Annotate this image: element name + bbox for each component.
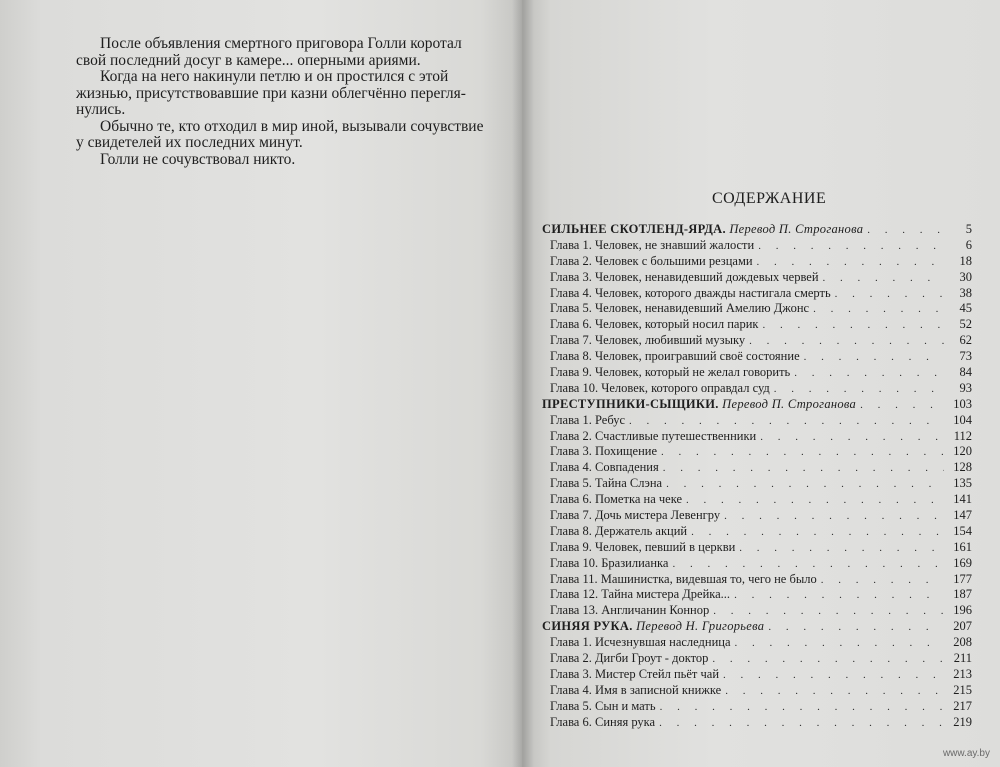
toc-chapter-row — [542, 699, 972, 715]
page-number: 18 — [959, 253, 972, 268]
chapter-label: Глава 1. — [550, 412, 592, 427]
chapter-label: Глава 9. — [550, 539, 592, 554]
page-number: 112 — [953, 428, 972, 443]
chapter-title: Пометка на чеке — [594, 492, 683, 507]
section-title — [542, 222, 863, 238]
chapter-title: Бразилианка — [601, 555, 669, 570]
leader-dots — [691, 525, 944, 541]
toc-chapter-row — [542, 587, 972, 603]
leader-dots — [672, 557, 944, 573]
toc-chapter-row — [542, 651, 972, 667]
leader-dots — [723, 668, 944, 684]
chapter-title: Человек, которого дважды настигала смерть — [594, 285, 831, 300]
page-number: 177 — [953, 571, 972, 586]
paragraph-2: Когда на него накинули петлю и он простился с этой жизнью, присутствовавшие при казни облегчённо перегля-нулись. — [76, 68, 466, 118]
page-number: 196 — [953, 603, 972, 618]
section-translator: Перевод П. Строганова — [729, 222, 864, 236]
leader-dots — [835, 287, 944, 303]
leader-dots — [794, 366, 944, 382]
toc-chapter-row — [542, 508, 972, 524]
chapter-entry — [542, 603, 709, 619]
paragraph-3: Обычно те, кто отходил в мир иной, вызывали сочувствие у свидетелей их последних минут. — [76, 117, 484, 151]
toc-section-row — [542, 397, 972, 413]
chapter-entry — [542, 254, 753, 270]
leader-dots — [663, 461, 944, 477]
leader-dots — [734, 588, 944, 604]
chapter-entry — [542, 635, 731, 651]
chapter-title: Счастливые путешественники — [594, 428, 757, 443]
leader-dots — [749, 334, 944, 350]
chapter-entry — [542, 667, 719, 683]
chapter-title: Исчезнувшая наследница — [594, 635, 731, 650]
chapter-entry — [542, 333, 745, 349]
chapter-label: Глава 9. — [550, 365, 592, 380]
chapter-label: Глава 8. — [550, 523, 592, 538]
page-number: 93 — [959, 380, 972, 395]
chapter-entry — [542, 492, 682, 508]
page-number: 217 — [953, 698, 972, 713]
toc-chapter-row — [542, 381, 972, 397]
toc-chapter-row — [542, 476, 972, 492]
toc-chapter-row — [542, 238, 972, 254]
chapter-label: Глава 5. — [550, 301, 592, 316]
chapter-title: Ребус — [594, 412, 626, 427]
toc-chapter-row — [542, 540, 972, 556]
chapter-title: Похищение — [594, 444, 657, 459]
chapter-title: Мистер Стейл пьёт чай — [594, 666, 720, 681]
chapter-title: Человек с большими резцами — [594, 253, 753, 268]
chapter-entry — [542, 365, 790, 381]
chapter-label: Глава 4. — [550, 285, 592, 300]
chapter-entry — [542, 381, 770, 397]
chapter-label: Глава 7. — [550, 333, 592, 348]
page-number: 120 — [953, 444, 972, 459]
toc-chapter-row — [542, 556, 972, 572]
chapter-entry — [542, 699, 656, 715]
toc-chapter-row — [542, 667, 972, 683]
toc-chapter-row — [542, 524, 972, 540]
chapter-label: Глава 11. — [550, 571, 598, 586]
leader-dots — [661, 445, 944, 461]
chapter-entry — [542, 476, 662, 492]
leader-dots — [804, 350, 944, 366]
chapter-entry — [542, 540, 735, 556]
page-number: 52 — [959, 317, 972, 332]
chapter-label: Глава 3. — [550, 666, 592, 681]
page-number: 73 — [959, 349, 972, 364]
chapter-title: Совпадения — [594, 460, 659, 475]
chapter-entry — [542, 683, 721, 699]
chapter-label: Глава 10. — [550, 380, 599, 395]
page-number: 215 — [953, 682, 972, 697]
page-number: 128 — [953, 460, 972, 475]
paragraph-1: После объявления смертного приговора Голли коротал свой последний досуг в камере... оперными ариями. — [76, 35, 462, 69]
chapter-label: Глава 4. — [550, 460, 592, 475]
section-translator: Перевод П. Строганова — [722, 396, 857, 411]
leader-dots — [713, 604, 944, 620]
chapter-title: Дигби Гроут - доктор — [594, 651, 709, 666]
page-number: 104 — [953, 412, 972, 427]
chapter-title: Человек, ненавидевший Амелию Джонс — [594, 301, 810, 316]
chapter-title: Тайна мистера Дрейка... — [601, 587, 731, 602]
section-title — [542, 619, 764, 635]
toc-chapter-row — [542, 317, 972, 333]
toc-chapter-row — [542, 349, 972, 365]
chapter-entry — [542, 238, 754, 254]
page-number: 154 — [953, 523, 972, 538]
leader-dots — [659, 716, 944, 732]
table-of-contents — [542, 222, 972, 731]
page-number: 141 — [953, 492, 972, 507]
chapter-title: Тайна Слэна — [594, 476, 663, 491]
page-number: 103 — [953, 396, 972, 411]
chapter-title: Человек, любивший музыку — [594, 333, 746, 348]
page-number: 213 — [953, 666, 972, 681]
chapter-label: Глава 1. — [550, 635, 592, 650]
page-number: 211 — [953, 651, 972, 666]
leader-dots — [813, 302, 944, 318]
page-number: 208 — [953, 635, 972, 650]
page-number: 207 — [953, 619, 972, 634]
chapter-label: Глава 2. — [550, 253, 592, 268]
section-name: СИЛЬНЕЕ СКОТЛЕНД-ЯРДА. — [542, 222, 726, 236]
toc-chapter-row — [542, 365, 972, 381]
chapter-label: Глава 2. — [550, 651, 592, 666]
chapter-entry — [542, 508, 720, 524]
chapter-title: Дочь мистера Левенгру — [594, 508, 721, 523]
chapter-entry — [542, 556, 668, 572]
chapter-entry — [542, 444, 657, 460]
chapter-title: Англичанин Коннор — [601, 603, 710, 618]
chapter-title: Машинистка, видевшая то, чего не было — [600, 571, 817, 586]
left-page-text — [76, 36, 486, 168]
chapter-title: Синяя рука — [594, 714, 656, 729]
right-page — [522, 0, 1000, 767]
toc-chapter-row — [542, 603, 972, 619]
leader-dots — [739, 541, 944, 557]
toc-chapter-row — [542, 286, 972, 302]
chapter-entry — [542, 651, 708, 667]
chapter-label: Глава 6. — [550, 492, 592, 507]
chapter-entry — [542, 572, 817, 588]
toc-chapter-row — [542, 460, 972, 476]
section-name: СИНЯЯ РУКА. — [542, 619, 633, 634]
paragraph-4: Голли не сочувствовал никто. — [100, 150, 296, 168]
chapter-title: Человек, не знавший жалости — [594, 237, 755, 252]
chapter-entry — [542, 317, 758, 333]
chapter-entry — [542, 460, 659, 476]
page-number: 84 — [959, 365, 972, 380]
chapter-entry — [542, 349, 800, 365]
chapter-title: Человек, проигравший своё состояние — [594, 349, 800, 364]
chapter-label: Глава 8. — [550, 349, 592, 364]
chapter-entry — [542, 413, 625, 429]
toc-chapter-row — [542, 254, 972, 270]
leader-dots — [666, 477, 944, 493]
toc-chapter-row — [542, 715, 972, 731]
leader-dots — [724, 509, 944, 525]
toc-chapter-row — [542, 301, 972, 317]
page-number: 45 — [959, 301, 972, 316]
toc-chapter-row — [542, 333, 972, 349]
page-number: 6 — [965, 237, 972, 252]
chapter-title: Имя в записной книжке — [594, 682, 722, 697]
toc-title: СОДЕРЖАНИЕ — [712, 190, 827, 207]
toc-section-row — [542, 222, 972, 238]
chapter-label: Глава 6. — [550, 714, 592, 729]
chapter-label: Глава 13. — [550, 603, 599, 618]
leader-dots — [768, 620, 944, 636]
leader-dots — [757, 255, 944, 271]
watermark: www.ay.by — [942, 748, 990, 759]
chapter-entry — [542, 524, 687, 540]
chapter-entry — [542, 715, 655, 731]
toc-chapter-row — [542, 492, 972, 508]
section-title — [542, 397, 856, 413]
chapter-label: Глава 2. — [550, 428, 592, 443]
leader-dots — [762, 318, 944, 334]
chapter-entry — [542, 301, 809, 317]
leader-dots — [686, 493, 944, 509]
chapter-title: Человек, которого оправдал суд — [601, 380, 770, 395]
section-translator: Перевод Н. Григорьева — [636, 619, 765, 634]
leader-dots — [735, 636, 944, 652]
chapter-title: Человек, певший в церкви — [594, 539, 736, 554]
page-number: 187 — [953, 587, 972, 602]
chapter-title: Человек, который носил парик — [594, 317, 759, 332]
leader-dots — [823, 271, 944, 287]
chapter-title: Сын и мать — [594, 698, 656, 713]
chapter-title: Человек, ненавидевший дождевых червей — [594, 269, 819, 284]
page-number: 62 — [959, 333, 972, 348]
toc-chapter-row — [542, 429, 972, 445]
chapter-label: Глава 4. — [550, 682, 592, 697]
page-number: 30 — [959, 269, 972, 284]
chapter-label: Глава 1. — [550, 237, 592, 252]
chapter-entry — [542, 270, 819, 286]
chapter-entry — [542, 587, 730, 603]
leader-dots — [821, 573, 944, 589]
toc-chapter-row — [542, 444, 972, 460]
leader-dots — [758, 239, 944, 255]
toc-chapter-row — [542, 413, 972, 429]
chapter-entry — [542, 429, 756, 445]
page-number: 5 — [965, 222, 972, 236]
leader-dots — [660, 700, 944, 716]
chapter-label: Глава 5. — [550, 698, 592, 713]
toc-chapter-row — [542, 270, 972, 286]
chapter-title: Человек, который не желал говорить — [594, 365, 791, 380]
chapter-label: Глава 7. — [550, 508, 592, 523]
book-gutter — [512, 0, 534, 767]
chapter-entry — [542, 286, 831, 302]
page-number: 219 — [953, 714, 972, 729]
toc-chapter-row — [542, 635, 972, 651]
chapter-label: Глава 5. — [550, 476, 592, 491]
page-number: 135 — [953, 476, 972, 491]
chapter-label: Глава 3. — [550, 269, 592, 284]
page-number: 38 — [959, 285, 972, 300]
leader-dots — [867, 223, 944, 239]
toc-chapter-row — [542, 683, 972, 699]
page-number: 169 — [953, 555, 972, 570]
leader-dots — [760, 430, 944, 446]
toc-section-row — [542, 619, 972, 635]
leader-dots — [860, 398, 944, 414]
toc-chapter-row — [542, 572, 972, 588]
leader-dots — [725, 684, 944, 700]
chapter-title: Держатель акций — [594, 523, 688, 538]
page-number: 147 — [953, 508, 972, 523]
chapter-label: Глава 6. — [550, 317, 592, 332]
chapter-label: Глава 12. — [550, 587, 599, 602]
chapter-label: Глава 10. — [550, 555, 599, 570]
leader-dots — [712, 652, 944, 668]
leader-dots — [774, 382, 944, 398]
leader-dots — [629, 414, 944, 430]
page-number: 161 — [953, 539, 972, 554]
section-name: ПРЕСТУПНИКИ-СЫЩИКИ. — [542, 396, 719, 411]
chapter-label: Глава 3. — [550, 444, 592, 459]
